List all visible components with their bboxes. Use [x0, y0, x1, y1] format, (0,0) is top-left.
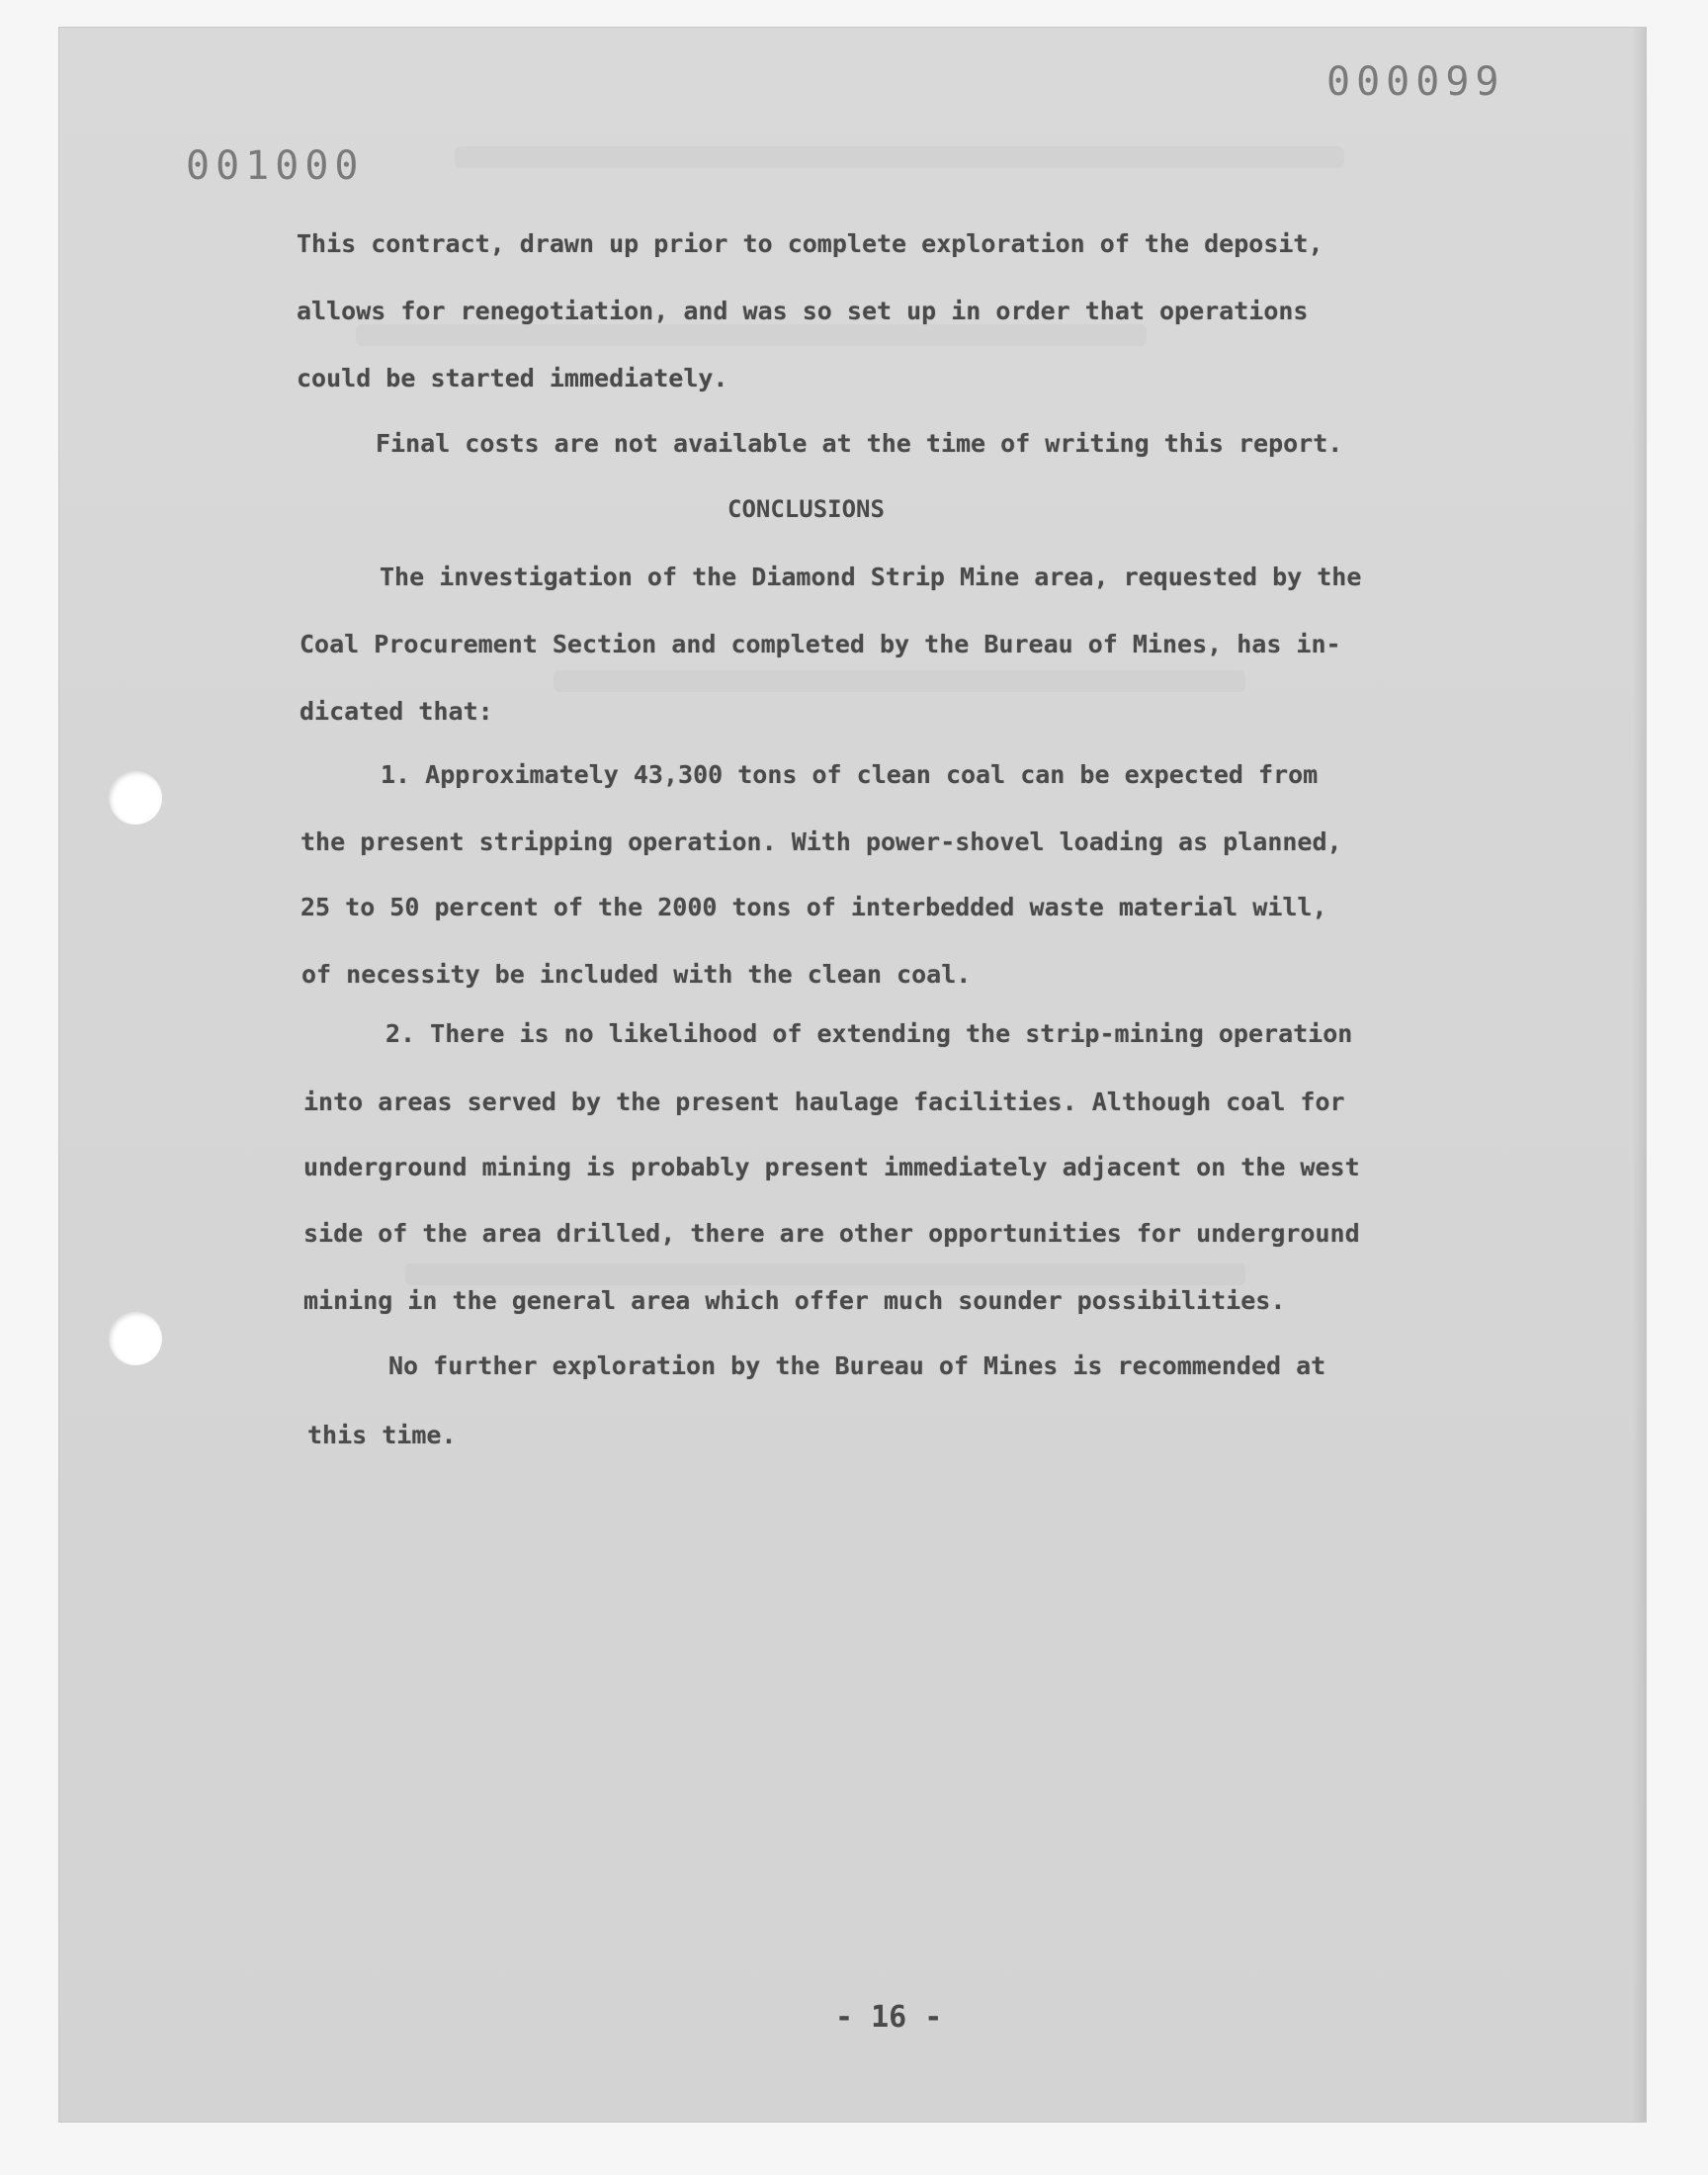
text-line: into areas served by the present haulage facilities. Although coal for	[303, 1088, 1345, 1116]
text-line: underground mining is probably present immediately adjacent on the west	[303, 1153, 1360, 1181]
section-heading: CONCLUSIONS	[727, 495, 885, 523]
text-line: 2. There is no likelihood of extending the strip-mining operation	[385, 1019, 1353, 1048]
text-line: No further exploration by the Bureau of Mines is recommended at	[388, 1351, 1326, 1380]
text-line: dicated that:	[299, 697, 493, 726]
text-line: 1. Approximately 43,300 tons of clean coal can be expected from	[381, 760, 1319, 789]
text-line: This contract, drawn up prior to complete exploration of the deposit,	[297, 229, 1324, 258]
text-line: the present stripping operation. With power-shovel loading as planned,	[300, 827, 1342, 856]
text-line: side of the area drilled, there are other opportunities for underground	[303, 1219, 1360, 1248]
text-line: allows for renegotiation, and was so set up in order that operations	[297, 297, 1309, 325]
text-line: of necessity be included with the clean coal.	[301, 960, 972, 989]
text-line: Final costs are not available at the time of writing this report.	[376, 429, 1343, 458]
text-line: could be started immediately.	[297, 364, 728, 392]
text-line: 25 to 50 percent of the 2000 tons of interbedded waste material will,	[300, 893, 1327, 921]
stamp-number-top-right: 000099	[1326, 59, 1505, 105]
page-number: - 16 -	[835, 2000, 943, 2035]
text-line: The investigation of the Diamond Strip Mine area, requested by the	[380, 563, 1362, 591]
text-line: this time.	[307, 1421, 457, 1449]
text-line: mining in the general area which offer much sounder possibilities.	[303, 1286, 1286, 1315]
text-line: Coal Procurement Section and completed by the Bureau of Mines, has in-	[299, 630, 1341, 658]
stamp-number-top-left: 001000	[186, 143, 365, 189]
